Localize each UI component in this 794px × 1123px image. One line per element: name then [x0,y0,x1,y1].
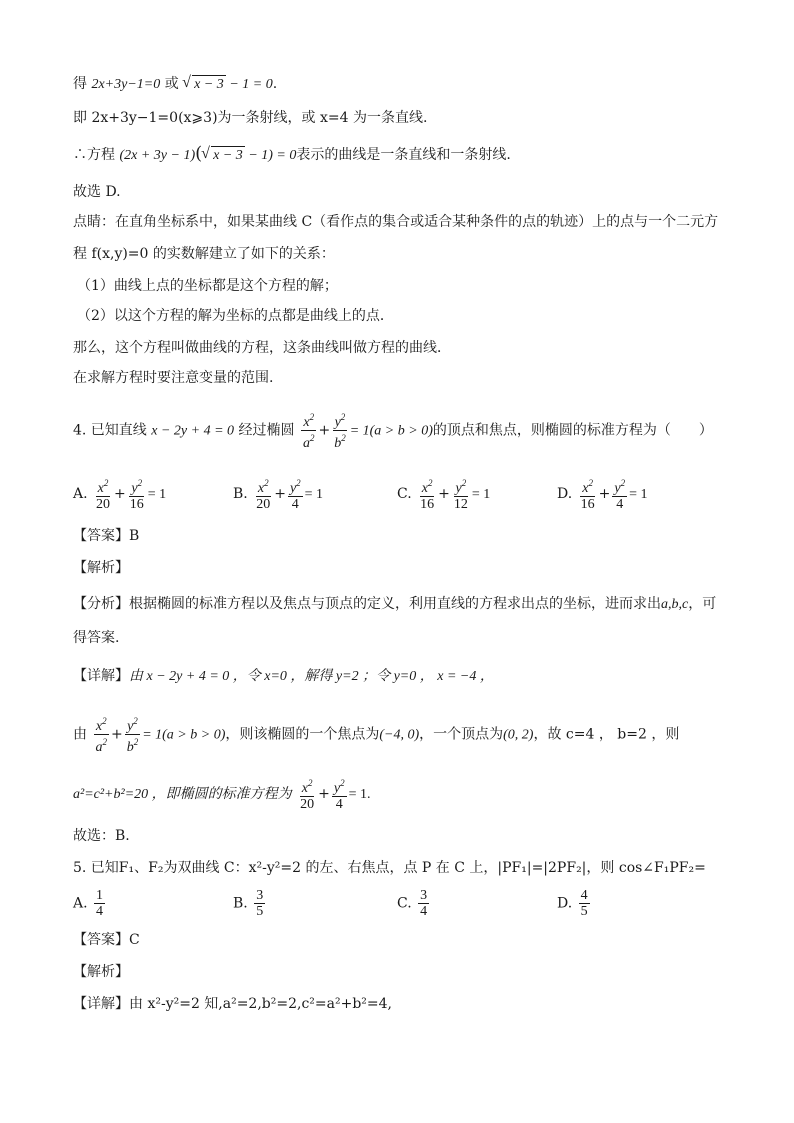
detail-line-2: 由 $\frac{x^2}{a^2}$ + $\frac{y^2}{b^2}$ = 1(a > b > 0)，则该椭圆的一个焦点为(−4, 0)，一个顶点为(0, 2)，故 c=4 ， b=2 ，则 [73,716,680,755]
analysis-tag-4: 【解析】 [73,560,129,576]
sqrt-expression: √ x − 3 [202,146,245,166]
text-line-2: 即 2x+3y−1=0(x⩾3)为一条射线，或 x=4 为一条直线. [73,110,428,126]
option-a: A. $\frac{x^2}{20}$ + $\frac{y^2}{16}$ = 1 [73,478,167,512]
option-b: B. $\frac{x^2}{20}$ + $\frac{y^2}{4}$ = 1 [233,478,324,512]
option-c: C. $\frac{x^2}{16}$ + $\frac{y^2}{12}$ = 1 [397,478,491,512]
conclusion-4: 故选：B. [73,828,130,844]
detail-line-3: a²=c²+b²=20 ，即椭圆的标准方程为 $\frac{x^2}{20}$ + $\frac{y^2}{4}$ = 1. [73,778,371,812]
equation-line: 2x+3y−1=0 [91,77,161,92]
text-line-5: 点睛：在直角坐标系中，如果某曲线 C（看作点的集合或适合某种条件的点的轨迹）上的点与一个二元方 [73,214,719,230]
text-line-4: 故选 D. [73,184,121,200]
q5-option-b: B. $\frac{3}{5}$ [233,888,264,919]
text-line-6: 程 f(x,y)=0 的实数解建立了如下的关系： [73,246,335,262]
fenxi-line-2: 得答案. [73,630,120,646]
question-4-stem: 4. 已知直线 x − 2y + 4 = 0 经过椭圆 $\frac{x^2}{a^2}$ + $\frac{y^2}{b^2}$ = 1(a > b > 0)的顶点和焦点，则椭圆的标准方程为（ ） [73,412,713,451]
answer-4: 【答案】B [73,528,140,544]
option-d: D. $\frac{x^2}{16}$ + $\frac{y^2}{4}$ = 1 [557,478,648,512]
q5-option-a: A. $\frac{1}{4}$ [73,888,104,919]
detail-5: 【详解】由 x²-y²=2 知,a²=2,b²=2,c²=a²+b²=4, [73,996,392,1012]
sqrt-expression: √ x − 3 [183,75,226,95]
question-5-stem: 5. 已知F₁、F₂为双曲线 C：x²-y²=2 的左、右焦点，点 P 在 C 上，|PF₁|=|2PF₂|，则 cos∠F₁PF₂= [73,860,706,876]
text-line-3: ∴方程 (2x + 3y − 1)(√ x − 3 − 1) = 0表示的曲线是一条直线和一条射线. [73,144,511,166]
text-line-7: （1）曲线上点的坐标都是这个方程的解； [77,278,338,294]
detail-line-1: 【详解】由 x − 2y + 4 = 0 ，令 x=0 ，解得 y=2 ；令 y=0 ， x = −4 ， [73,668,494,684]
q5-option-c: C. $\frac{3}{4}$ [397,888,428,919]
text-line-9: 那么，这个方程叫做曲线的方程，这条曲线叫做方程的曲线． [73,340,451,356]
text-line-10: 在求解方程时要注意变量的范围. [73,370,274,386]
q5-option-d: D. $\frac{4}{5}$ [557,888,588,919]
text-line-8: （2）以这个方程的解为坐标的点都是曲线上的点． [77,308,394,324]
analysis-tag-5: 【解析】 [73,964,129,980]
text-line-1: 得 2x+3y−1=0 或 √ x − 3 − 1 = 0. [73,74,277,95]
answer-5: 【答案】C [73,932,140,948]
fenxi-line-1: 【分析】根据椭圆的标准方程以及焦点与顶点的定义，利用直线的方程求出点的坐标，进而求出a,b,c，可 [73,596,717,612]
